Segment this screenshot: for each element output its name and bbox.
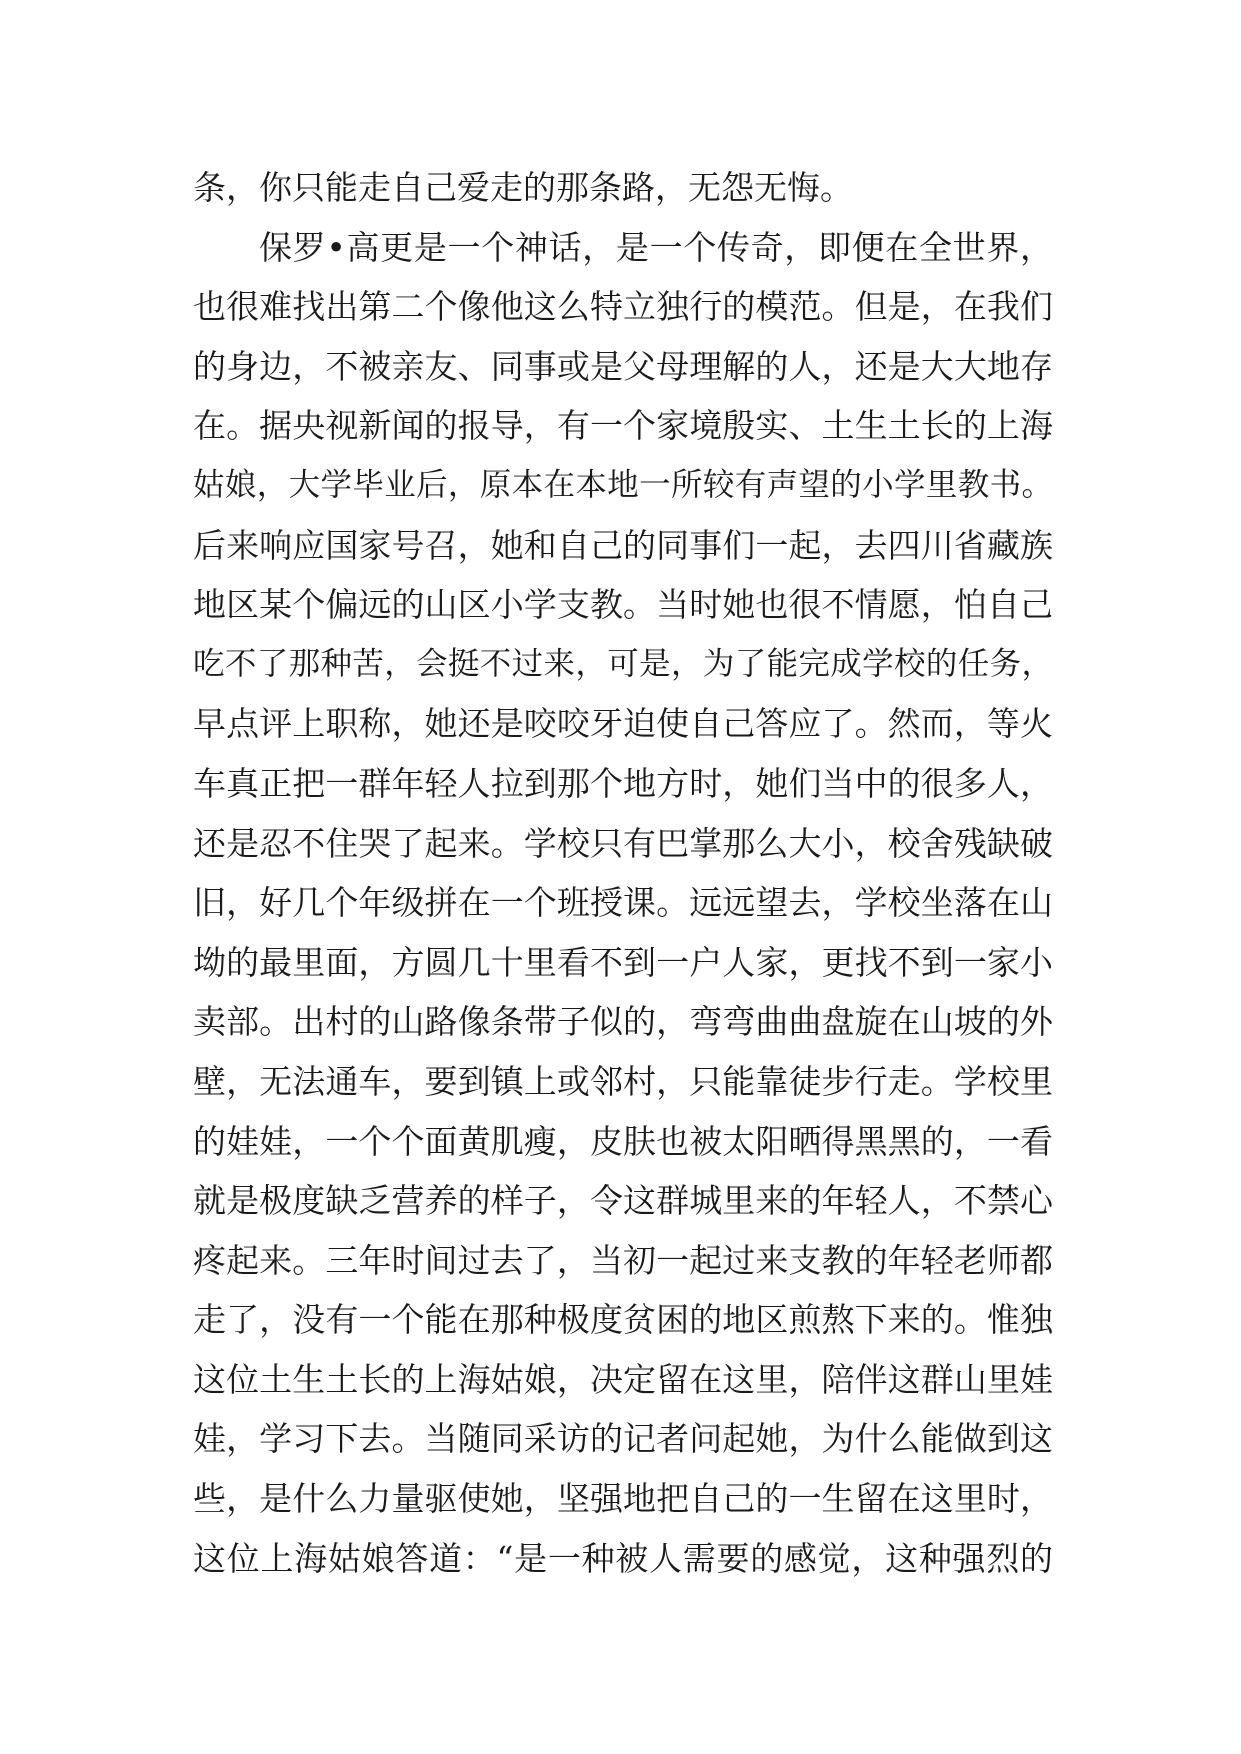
text-line: 后来响应国家号召，她和自己的同事们一起，去四川省藏族 bbox=[193, 525, 1053, 565]
text-line: 保罗•高更是一个神话，是一个传奇，即便在全世界， bbox=[259, 227, 1053, 267]
text-line: 卖部。出村的山路像条带子似的，弯弯曲曲盘旋在山坡的外 bbox=[193, 1002, 1053, 1042]
text-line: 的娃娃，一个个面黄肌瘦，皮肤也被太阳晒得黑黑的，一看 bbox=[193, 1121, 1053, 1161]
text-line: 吃不了那种苦，会挺不过来，可是，为了能完成学校的任务， bbox=[193, 645, 1053, 682]
text-line: 的身边，不被亲友、同事或是父母理解的人，还是大大地存 bbox=[193, 346, 1053, 386]
text-line: 也很难找出第二个像他这么特立独行的模范。但是，在我们 bbox=[193, 287, 1053, 327]
text-line: 这位上海姑娘答道：“是一种被人需要的感觉，这种强烈的 bbox=[193, 1538, 1053, 1578]
text-line: 娃，学习下去。当随同采访的记者问起她，为什么能做到这 bbox=[193, 1419, 1053, 1459]
text-line: 就是极度缺乏营养的样子，令这群城里来的年轻人，不禁心 bbox=[193, 1181, 1053, 1221]
text-line: 还是忍不住哭了起来。学校只有巴掌那么大小，校舍残缺破 bbox=[193, 823, 1053, 863]
text-line: 疼起来。三年时间过去了，当初一起过来支教的年轻老师都 bbox=[193, 1240, 1053, 1280]
text-line: 些，是什么力量驱使她，坚强地把自己的一生留在这里时， bbox=[193, 1479, 1053, 1519]
text-line: 这位土生土长的上海姑娘，决定留在这里，陪伴这群山里娃 bbox=[193, 1359, 1053, 1399]
text-line: 车真正把一群年轻人拉到那个地方时，她们当中的很多人， bbox=[193, 763, 1053, 803]
text-line: 早点评上职称，她还是咬咬牙迫使自己答应了。然而，等火 bbox=[193, 704, 1053, 744]
text-line: 姑娘，大学毕业后，原本在本地一所较有声望的小学里教书。 bbox=[193, 466, 1053, 503]
text-line: 壁，无法通车，要到镇上或邻村，只能靠徒步行走。学校里 bbox=[193, 1061, 1053, 1101]
text-line: 地区某个偏远的山区小学支教。当时她也很不情愿，怕自己 bbox=[193, 585, 1053, 625]
text-line: 走了，没有一个能在那种极度贫困的地区煎熬下来的。惟独 bbox=[193, 1300, 1053, 1340]
text-line: 坳的最里面，方圆几十里看不到一户人家，更找不到一家小 bbox=[193, 942, 1053, 982]
body-text bbox=[193, 158, 1053, 1588]
text-line: 旧，好几个年级拼在一个班授课。远远望去，学校坐落在山 bbox=[193, 883, 1053, 923]
text-line: 条，你只能走自己爱走的那条路，无怨无悔。 bbox=[193, 168, 853, 207]
text-line: 在。据央视新闻的报导，有一个家境殷实、土生土长的上海 bbox=[193, 406, 1053, 446]
